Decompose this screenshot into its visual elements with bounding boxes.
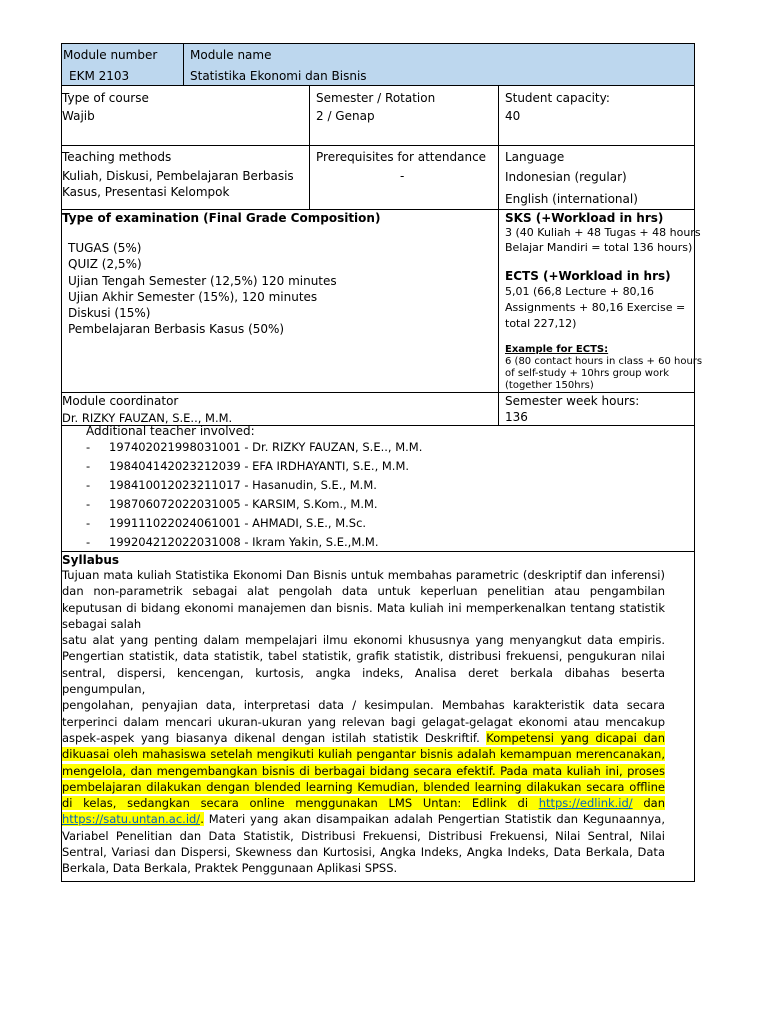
type-of-course-label: Type of course — [62, 91, 149, 105]
capacity: 40 — [505, 109, 521, 123]
ects-title: ECTS (+Workload in hrs) — [505, 269, 671, 283]
semester-label: Semester / Rotation — [316, 91, 436, 105]
teaching-methods-line2: Kasus, Presentasi Kelompok — [62, 185, 230, 199]
semester: 2 / Genap — [316, 109, 375, 123]
examination-item: Ujian Tengah Semester (12,5%) 120 minutes — [68, 273, 337, 288]
syllabus-highlight: Kompetensi yang dicapai dan dikuasai oleh mahasiswa setelah mengikuti kuliah pengantar bisnis adalah kemampuan merencanakan, mengelola, dan mengembangkan bisnis di berbagai bidang secara efektif. Pada mata kuliah ini, proses pembelajaran dilakukan dengan blended learning Kemudian, blended learning dilakukan secara offline di kelas, sedangkan secara online menggunakan LMS Untan: Edlink di — [62, 730, 665, 811]
examination-item: Pembelajaran Berbasis Kasus (50%) — [68, 322, 285, 337]
sks-line2: Belajar Mandiri = total 136 hours) — [505, 241, 693, 254]
syllabus-title: Syllabus — [62, 553, 120, 567]
teacher-item: - 199204212022031008 - Ikram Yakin, S.E.,M.M. — [86, 535, 379, 549]
examination-item: QUIZ (2,5%) — [68, 257, 142, 272]
teaching-methods-label: Teaching methods — [62, 150, 172, 164]
language-cell — [498, 145, 695, 210]
prerequisites-cell — [309, 145, 499, 210]
semester-cell — [309, 85, 499, 146]
ects-line3: total 227,12) — [505, 317, 577, 330]
syllabus-paragraph-3: pengolahan, penyajian data, interpretasi data / kesimpulan. Membahas karakteristik data secara terperinci dalam mencari ukuran-ukuran yang relevan bagi gelagat-gelagat ekonomi atau mencakup aspek-aspek yang biasanya dikenal dengan istilah statistik Deskriftif. Kompetensi yang dicapai dan dikuasai oleh mahasiswa setelah mengikuti kuliah pengantar bisnis adalah kemampuan merencanakan, mengelola, dan mengembangkan bisnis di berbagai bidang secara efektif. Pada mata kuliah ini, proses pembelajaran dilakukan dengan blended learning Kemudian, blended learning dilakukan secara offline di kelas, sedangkan secara online menggunakan LMS Untan: Edlink di https://edlink.id/ dan https://satu.untan.ac.id/. Materi yang akan disampaikan adalah Pengertian Statistik dan Kegunaannya, Variabel Penelitian dan Data Statistik, Distribusi Frekuensi, Distribusi Frekuensi, Nilai Sentral, Nilai Sentral, Variasi dan Dispersi, Skewness dan Kurtosisi, Angka Indeks, Angka Indeks, Data Berkala, Data Berkala, Data Berkala, Praktek Penggunaan Aplikasi SPSS. — [62, 698, 665, 876]
teachers-list — [86, 438, 422, 552]
teacher-item: - 198410012023211017 - Hasanudin, S.E., M.M. — [86, 478, 377, 492]
examination-item: Ujian Akhir Semester (15%), 120 minutes — [68, 289, 318, 304]
ects-example-line1: 6 (80 contact hours in class + 60 hours — [505, 356, 703, 367]
syllabus-cell — [61, 551, 695, 882]
module-name: Statistika Ekonomi dan Bisnis — [190, 69, 367, 83]
teachers-cell — [61, 425, 695, 552]
capacity-label: Student capacity: — [505, 91, 610, 105]
ects-example-line2: of self-study + 10hrs group work — [505, 368, 669, 379]
teacher-item: - 197402021998031001 - Dr. RIZKY FAUZAN, S.E.., M.M. — [86, 440, 423, 454]
module-number-label: Module number — [63, 48, 158, 62]
syllabus-paragraph-1: Tujuan mata kuliah Statistika Ekonomi Dan Bisnis untuk membahas parametric (deskriptif dan inferensi) dan non-parametrik sebagai alat pengolah data untuk keperluan penelitian atau pengambilan keputusan di bidang ekonomi manajemen dan bisnis. Mata kuliah ini memperkenalkan tentang statistik sebagai salah — [62, 568, 665, 631]
language-international: English (international) — [505, 192, 638, 206]
language-regular: Indonesian (regular) — [505, 170, 627, 184]
sks-line1: 3 (40 Kuliah + 48 Tugas + 48 hours — [505, 226, 701, 239]
ects-line1: 5,01 (66,8 Lecture + 80,16 — [505, 285, 655, 298]
syllabus-body — [62, 567, 665, 877]
module-number-cell — [61, 43, 184, 86]
module-name-label: Module name — [190, 48, 272, 62]
type-of-course: Wajib — [62, 109, 95, 123]
ects-line2: Assignments + 80,16 Exercise = — [505, 301, 686, 314]
teaching-methods-line1: Kuliah, Diskusi, Pembelajaran Berbasis — [62, 169, 294, 183]
workload-cell — [498, 209, 703, 393]
ects-example-title: Example for ECTS: — [505, 344, 609, 355]
teachers-label: Additional teacher involved: — [86, 424, 255, 438]
teaching-methods-cell — [61, 145, 310, 210]
examination-item: TUGAS (5%) — [68, 241, 142, 255]
week-hours-label: Semester week hours: — [505, 394, 640, 408]
module-number: EKM 2103 — [69, 69, 130, 83]
coordinator-cell — [61, 392, 499, 426]
teacher-item: - 198404142023212039 - EFA IRDHAYANTI, S.E., M.M. — [86, 459, 410, 473]
examination-list — [68, 240, 337, 338]
examination-item: Diskusi (15%) — [68, 306, 151, 321]
type-of-course-cell — [61, 85, 310, 146]
language-label: Language — [505, 150, 565, 164]
examination-title: Type of examination (Final Grade Composition) — [62, 211, 381, 225]
week-hours: 136 — [505, 410, 528, 424]
coordinator-name: Dr. RIZKY FAUZAN, S.E.., M.M. — [62, 411, 233, 425]
sks-title: SKS (+Workload in hrs) — [505, 211, 664, 225]
ects-example-line3: (together 150hrs) — [505, 380, 594, 391]
coordinator-label: Module coordinator — [62, 394, 179, 408]
teacher-item: - 198706072022031005 - KARSIM, S.Kom., M.M. — [86, 497, 378, 511]
edlink-link[interactable]: https://edlink.id/ — [538, 796, 633, 811]
teacher-item: - 199111022024061001 - AHMADI, S.E., M.Sc. — [86, 516, 367, 530]
capacity-cell — [498, 85, 695, 146]
untan-link[interactable]: https://satu.untan.ac.id/ — [62, 812, 201, 827]
examination-cell — [61, 209, 499, 393]
prerequisites: - — [400, 169, 405, 183]
prerequisites-label: Prerequisites for attendance — [316, 150, 487, 164]
week-hours-cell — [498, 392, 695, 426]
syllabus-paragraph-2: satu alat yang penting dalam mempelajari ilmu ekonomi khususnya yang menyangkut data empiris. Pengertian statistik, data statistik, tabel statistik, grafik statistik, distribusi frekuensi, pengukuran nilai sentral, dispersi, kencengan, kurtosis, angka indeks, Analisa deret berkala dibahas beserta pengumpulan, — [62, 633, 665, 697]
module-name-cell — [183, 43, 695, 86]
